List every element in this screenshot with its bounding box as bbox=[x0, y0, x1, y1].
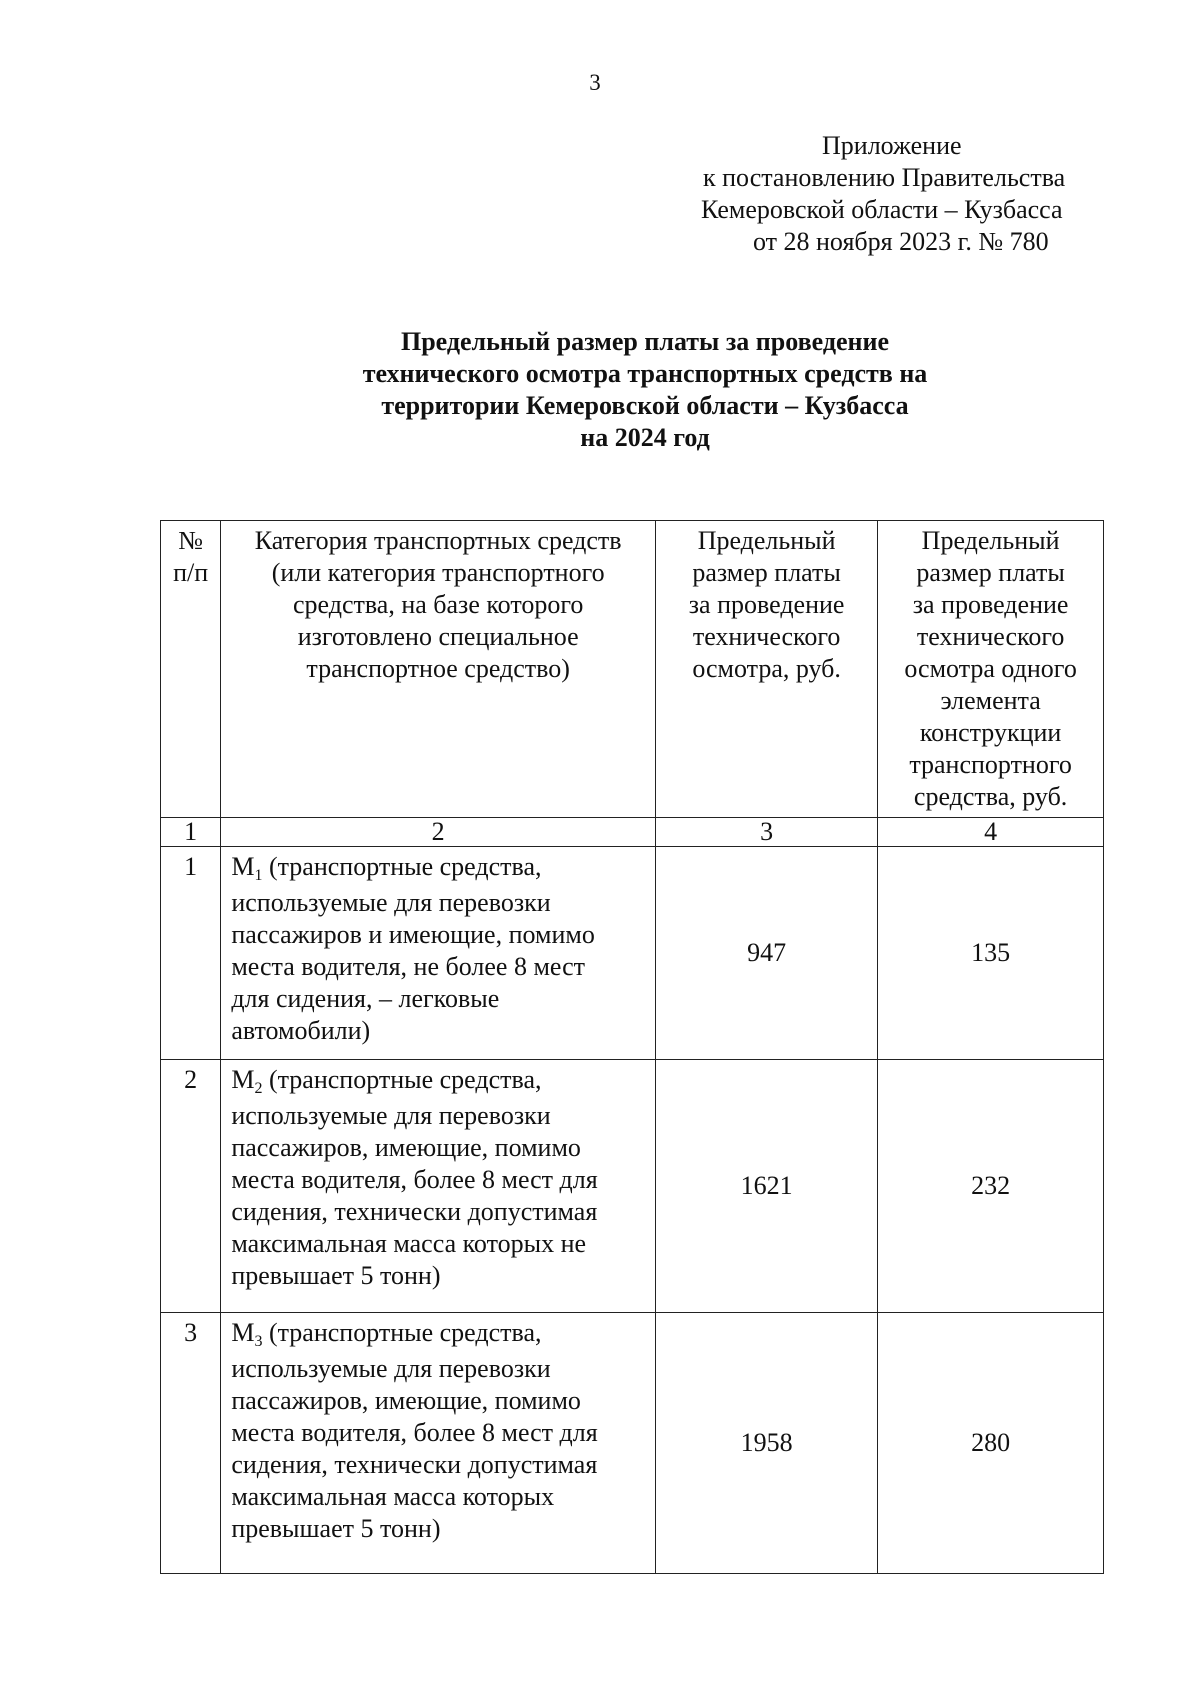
fee-cell: 1621 bbox=[656, 1060, 878, 1313]
fee-cell: 947 bbox=[656, 847, 878, 1060]
fee-cell: 1958 bbox=[656, 1313, 878, 1574]
column-number-cell: 3 bbox=[656, 818, 878, 847]
page-number: 3 bbox=[589, 70, 601, 95]
header-line: средства, на базе которого bbox=[292, 590, 584, 619]
header-category-cell bbox=[221, 521, 656, 818]
header-element-fee-cell bbox=[878, 521, 1104, 818]
category-line bbox=[231, 1317, 649, 1353]
table-row bbox=[161, 1060, 1104, 1313]
header-line: изготовлено специальное bbox=[297, 622, 579, 651]
category-cell bbox=[221, 1060, 656, 1313]
header-line: (или категория транспортного bbox=[271, 558, 605, 587]
category-line: автомобили) bbox=[231, 1016, 371, 1045]
title-line: Предельный размер платы за проведение bbox=[400, 327, 890, 356]
category-text: (транспортные средства, bbox=[262, 1318, 542, 1347]
element-fee-cell: 280 bbox=[878, 1313, 1104, 1574]
category-line bbox=[231, 851, 649, 887]
appendix-block bbox=[600, 130, 1120, 258]
column-number-row bbox=[161, 818, 1104, 847]
table-header-row bbox=[161, 521, 1104, 818]
category-subscript: 2 bbox=[254, 1080, 263, 1097]
category-line: места водителя, не более 8 мест bbox=[231, 952, 585, 981]
category-line: пассажиров, имеющие, помимо bbox=[231, 1386, 581, 1415]
row-number-cell: 1 bbox=[161, 847, 221, 1060]
header-line: транспортное средство) bbox=[306, 654, 570, 683]
row-number-cell: 3 bbox=[161, 1313, 221, 1574]
category-text: (транспортные средства, bbox=[262, 1065, 542, 1094]
category-letter: M bbox=[231, 852, 255, 881]
element-fee-cell: 135 bbox=[878, 847, 1104, 1060]
header-line: элемента bbox=[940, 686, 1041, 715]
category-line: места водителя, более 8 мест для bbox=[231, 1418, 598, 1447]
category-line: превышает 5 тонн) bbox=[231, 1514, 441, 1543]
fee-table bbox=[160, 520, 1104, 1574]
header-line: средства, руб. bbox=[913, 782, 1068, 811]
category-line: используемые для перевозки bbox=[231, 1354, 551, 1383]
column-number-cell: 1 bbox=[161, 818, 221, 847]
appendix-line: Приложение bbox=[822, 131, 962, 160]
category-line: максимальная масса которых не bbox=[231, 1229, 587, 1258]
header-line: п/п bbox=[173, 558, 209, 587]
row-number-cell: 2 bbox=[161, 1060, 221, 1313]
category-letter: M bbox=[231, 1065, 255, 1094]
category-line: используемые для перевозки bbox=[231, 888, 551, 917]
category-line: сидения, технически допустимая bbox=[231, 1450, 598, 1479]
header-line: осмотра, руб. bbox=[692, 654, 841, 683]
appendix-line: Кемеровской области – Кузбасса bbox=[701, 195, 1063, 224]
header-line: № bbox=[178, 526, 204, 555]
header-fee-cell bbox=[656, 521, 878, 818]
category-subscript: 1 bbox=[254, 867, 263, 884]
category-text: (транспортные средства, bbox=[262, 852, 542, 881]
table-row bbox=[161, 1313, 1104, 1574]
category-letter: M bbox=[231, 1318, 255, 1347]
header-line: за проведение bbox=[912, 590, 1069, 619]
header-line: размер платы bbox=[916, 558, 1065, 587]
header-line: за проведение bbox=[688, 590, 845, 619]
title-line: технического осмотра транспортных средств на bbox=[362, 359, 928, 388]
header-line: конструкции bbox=[919, 718, 1062, 747]
header-line: Предельный bbox=[921, 526, 1060, 555]
category-line: используемые для перевозки bbox=[231, 1101, 551, 1130]
title-line: территории Кемеровской области – Кузбасса bbox=[381, 391, 909, 420]
header-number-cell bbox=[161, 521, 221, 818]
element-fee-cell: 232 bbox=[878, 1060, 1104, 1313]
category-cell bbox=[221, 1313, 656, 1574]
category-line: пассажиров, имеющие, помимо bbox=[231, 1133, 581, 1162]
appendix-line: от 28 ноября 2023 г. № 780 bbox=[753, 227, 1049, 256]
category-line: места водителя, более 8 мест для bbox=[231, 1165, 598, 1194]
category-cell bbox=[221, 847, 656, 1060]
category-line: превышает 5 тонн) bbox=[231, 1261, 441, 1290]
category-line: максимальная масса которых bbox=[231, 1482, 555, 1511]
table-row bbox=[161, 847, 1104, 1060]
header-line: Категория транспортных средств bbox=[254, 526, 622, 555]
header-line: технического bbox=[916, 622, 1065, 651]
appendix-line: к постановлению Правительства bbox=[703, 163, 1066, 192]
document-title bbox=[0, 326, 1200, 454]
category-subscript: 3 bbox=[254, 1333, 263, 1350]
header-line: размер платы bbox=[692, 558, 841, 587]
column-number-cell: 2 bbox=[221, 818, 656, 847]
header-line: Предельный bbox=[697, 526, 836, 555]
title-line: на 2024 год bbox=[580, 423, 710, 452]
category-line: пассажиров и имеющие, помимо bbox=[231, 920, 595, 949]
header-line: транспортного bbox=[909, 750, 1072, 779]
category-line bbox=[231, 1064, 649, 1100]
category-line: сидения, технически допустимая bbox=[231, 1197, 598, 1226]
header-line: технического bbox=[692, 622, 841, 651]
column-number-cell: 4 bbox=[878, 818, 1104, 847]
category-line: для сидения, – легковые bbox=[231, 984, 500, 1013]
header-line: осмотра одного bbox=[904, 654, 1077, 683]
